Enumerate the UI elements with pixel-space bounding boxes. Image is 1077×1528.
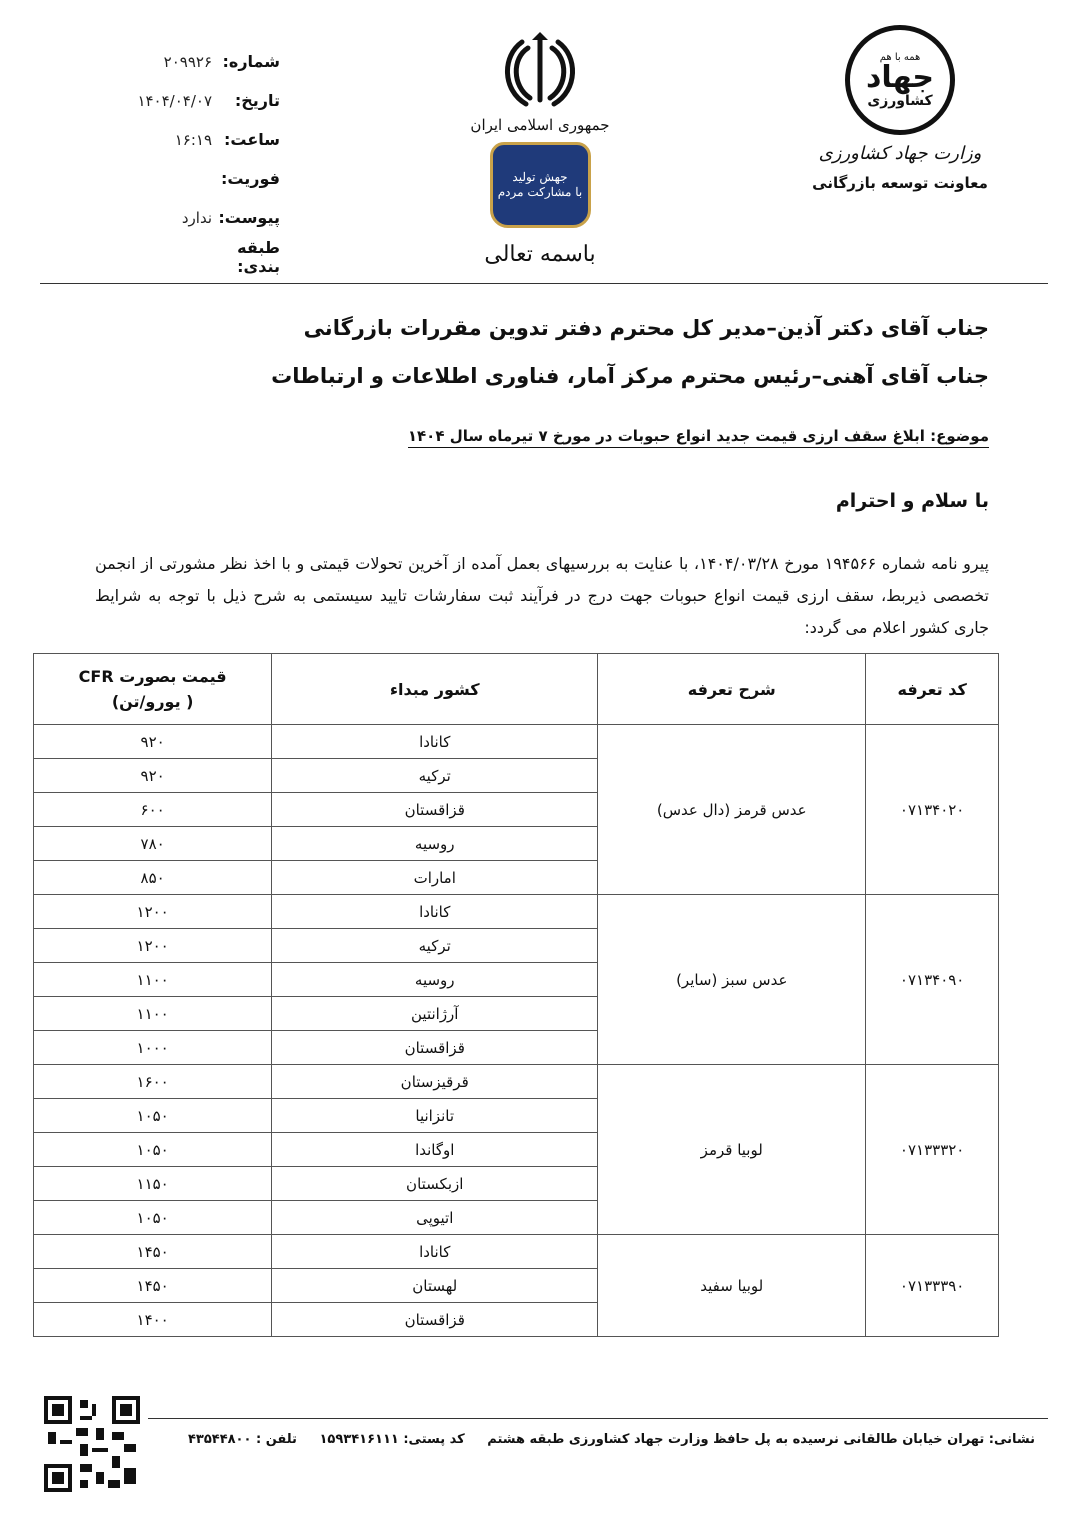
price-cell: ۱۲۰۰ <box>34 895 272 929</box>
country-cell: ترکیه <box>272 929 598 963</box>
addressee-1: جناب آقای دکتر آذین–مدیر کل محترم دفتر تدوین مقررات بازرگانی <box>303 316 989 340</box>
price-cell: ۱۴۵۰ <box>34 1235 272 1269</box>
letter-number-value: ۲۰۹۹۲۶ <box>163 52 212 71</box>
letter-meta <box>30 42 280 276</box>
tariff-code-cell: ۰۷۱۳۳۳۹۰ <box>866 1235 999 1337</box>
tariff-code-cell: ۰۷۱۳۴۰۹۰ <box>866 895 999 1065</box>
header-divider <box>40 283 1048 284</box>
addressee-2: جناب آقای آهنی–رئیس محترم مرکز آمار، فناوری اطلاعات و ارتباطات <box>271 364 989 388</box>
country-cell: قزاقستان <box>272 1303 598 1337</box>
price-cell: ۱۴۰۰ <box>34 1303 272 1337</box>
header-code: کد تعرفه <box>866 654 999 725</box>
badge-line-1: جهش تولید <box>512 170 568 184</box>
tariff-code-cell: ۰۷۱۳۴۰۲۰ <box>866 725 999 895</box>
price-cell: ۱۰۵۰ <box>34 1133 272 1167</box>
price-cell: ۱۱۰۰ <box>34 997 272 1031</box>
letter-date-label: تاریخ: <box>234 91 280 110</box>
tariff-price-table <box>33 653 999 1337</box>
price-cell: ۱۰۰۰ <box>34 1031 272 1065</box>
letter-urgency-label: فوریت: <box>220 169 280 188</box>
greeting: با سلام و احترام <box>835 490 989 512</box>
country-cell: قزاقستان <box>272 793 598 827</box>
subject-line: موضوع: ابلاغ سقف ارزی قیمت جدید انواع حبوبات در مورخ ۷ تیرماه سال ۱۴۰۴ <box>408 427 989 448</box>
letter-number <box>30 42 280 81</box>
tariff-description-cell: عدس قرمز (دال عدس) <box>598 725 866 895</box>
table-row <box>34 1235 999 1269</box>
country-cell: قرقیزستان <box>272 1065 598 1099</box>
republic-text: جمهوری اسلامی ایران <box>470 116 610 134</box>
country-cell: ترکیه <box>272 759 598 793</box>
footer-postal: کد پستی: ۱۵۹۳۴۱۶۱۱۱ <box>319 1432 465 1447</box>
deputy-name: معاونت توسعه بازرگانی <box>812 174 988 192</box>
jahad-logo-top: همه با هم <box>879 51 921 63</box>
republic-emblem-block <box>470 30 610 280</box>
price-cell: ۱۰۵۰ <box>34 1099 272 1133</box>
country-cell: قزاقستان <box>272 1031 598 1065</box>
tariff-description-cell: لوبیا قرمز <box>598 1065 866 1235</box>
republic-emblem-icon <box>500 30 580 110</box>
body-paragraph: پیرو نامه شماره ۱۹۴۵۶۶ مورخ ۱۴۰۴/۰۳/۲۸، با عنایت به بررسیهای بعمل آمده از آخرین تحولات قیمتی و با اخذ نظر مشورتی از انجمن تخصصی ذیربط، سقف ارزی قیمت انواع حبوبات جهت درج در فرآیند ثبت سفارشات تایید سیستمی به شرح ذیل با توجه به شرایط جاری کشور اعلام می گردد: <box>95 554 989 637</box>
header-price-line-2: ( یورو/تن) <box>111 692 194 711</box>
tariff-code-cell: ۰۷۱۳۳۳۲۰ <box>866 1065 999 1235</box>
price-cell: ۱۶۰۰ <box>34 1065 272 1099</box>
price-cell: ۸۵۰ <box>34 861 272 895</box>
letter-number-label: شماره: <box>222 52 280 71</box>
price-cell: ۹۲۰ <box>34 759 272 793</box>
price-cell: ۱۰۵۰ <box>34 1201 272 1235</box>
letter-attachment <box>30 198 280 237</box>
price-cell: ۹۲۰ <box>34 725 272 759</box>
jahad-logo-sub: کشاورزی <box>867 92 933 109</box>
table-body <box>34 725 999 1337</box>
letter-time-value: ۱۶:۱۹ <box>174 130 212 149</box>
production-leap-badge <box>490 142 591 228</box>
table-row <box>34 1065 999 1099</box>
jahad-logo-icon <box>845 25 955 135</box>
ministry-name: وزارت جهاد کشاورزی <box>818 143 982 164</box>
letter-attachment-value: ندارد <box>181 208 212 227</box>
price-cell: ۶۰۰ <box>34 793 272 827</box>
price-cell: ۷۸۰ <box>34 827 272 861</box>
country-cell: امارات <box>272 861 598 895</box>
table-header-row <box>34 654 999 725</box>
header-price <box>34 654 272 725</box>
tariff-description-cell: لوبیا سفید <box>598 1235 866 1337</box>
letter-time <box>30 120 280 159</box>
country-cell: کانادا <box>272 725 598 759</box>
country-cell: روسیه <box>272 963 598 997</box>
letter-classification-label: طبقه بندی: <box>237 237 280 276</box>
country-cell: تانزانیا <box>272 1099 598 1133</box>
country-cell: روسیه <box>272 827 598 861</box>
qr-code-icon <box>44 1396 140 1492</box>
header-country: کشور مبداء <box>272 654 598 725</box>
country-cell: کانادا <box>272 1235 598 1269</box>
letter-attachment-label: پیوست: <box>218 208 280 227</box>
country-cell: اتیوپی <box>272 1201 598 1235</box>
country-cell: ازبکستان <box>272 1167 598 1201</box>
ministry-logo-block <box>800 25 1000 205</box>
price-cell: ۱۱۰۰ <box>34 963 272 997</box>
bismillah: باسمه تعالی <box>484 242 596 267</box>
jahad-logo-main: جهاد <box>865 59 935 95</box>
country-cell: اوگاندا <box>272 1133 598 1167</box>
price-cell: ۱۲۰۰ <box>34 929 272 963</box>
footer <box>170 1432 1035 1447</box>
table-row <box>34 895 999 929</box>
footer-divider <box>148 1418 1048 1419</box>
letter-date <box>30 81 280 120</box>
table-row <box>34 725 999 759</box>
country-cell: لهستان <box>272 1269 598 1303</box>
country-cell: کانادا <box>272 895 598 929</box>
footer-phone: تلفن : ۴۳۵۴۴۸۰۰ <box>187 1432 297 1447</box>
tariff-description-cell: عدس سبز (سایر) <box>598 895 866 1065</box>
price-cell: ۱۴۵۰ <box>34 1269 272 1303</box>
header-price-line-1: قیمت بصورت CFR <box>78 667 227 686</box>
letter-date-value: ۱۴۰۴/۰۴/۰۷ <box>137 91 212 110</box>
letter-classification <box>30 237 280 276</box>
price-cell: ۱۱۵۰ <box>34 1167 272 1201</box>
badge-line-2: با مشارکت مردم <box>497 185 583 199</box>
country-cell: آرژانتین <box>272 997 598 1031</box>
footer-address: نشانی: تهران خیابان طالقانی نرسیده به پل حافظ وزارت جهاد کشاورزی طبقه هشتم <box>487 1432 1035 1447</box>
letter-urgency <box>30 159 280 198</box>
header-description: شرح تعرفه <box>598 654 866 725</box>
letter-time-label: ساعت: <box>223 130 280 149</box>
